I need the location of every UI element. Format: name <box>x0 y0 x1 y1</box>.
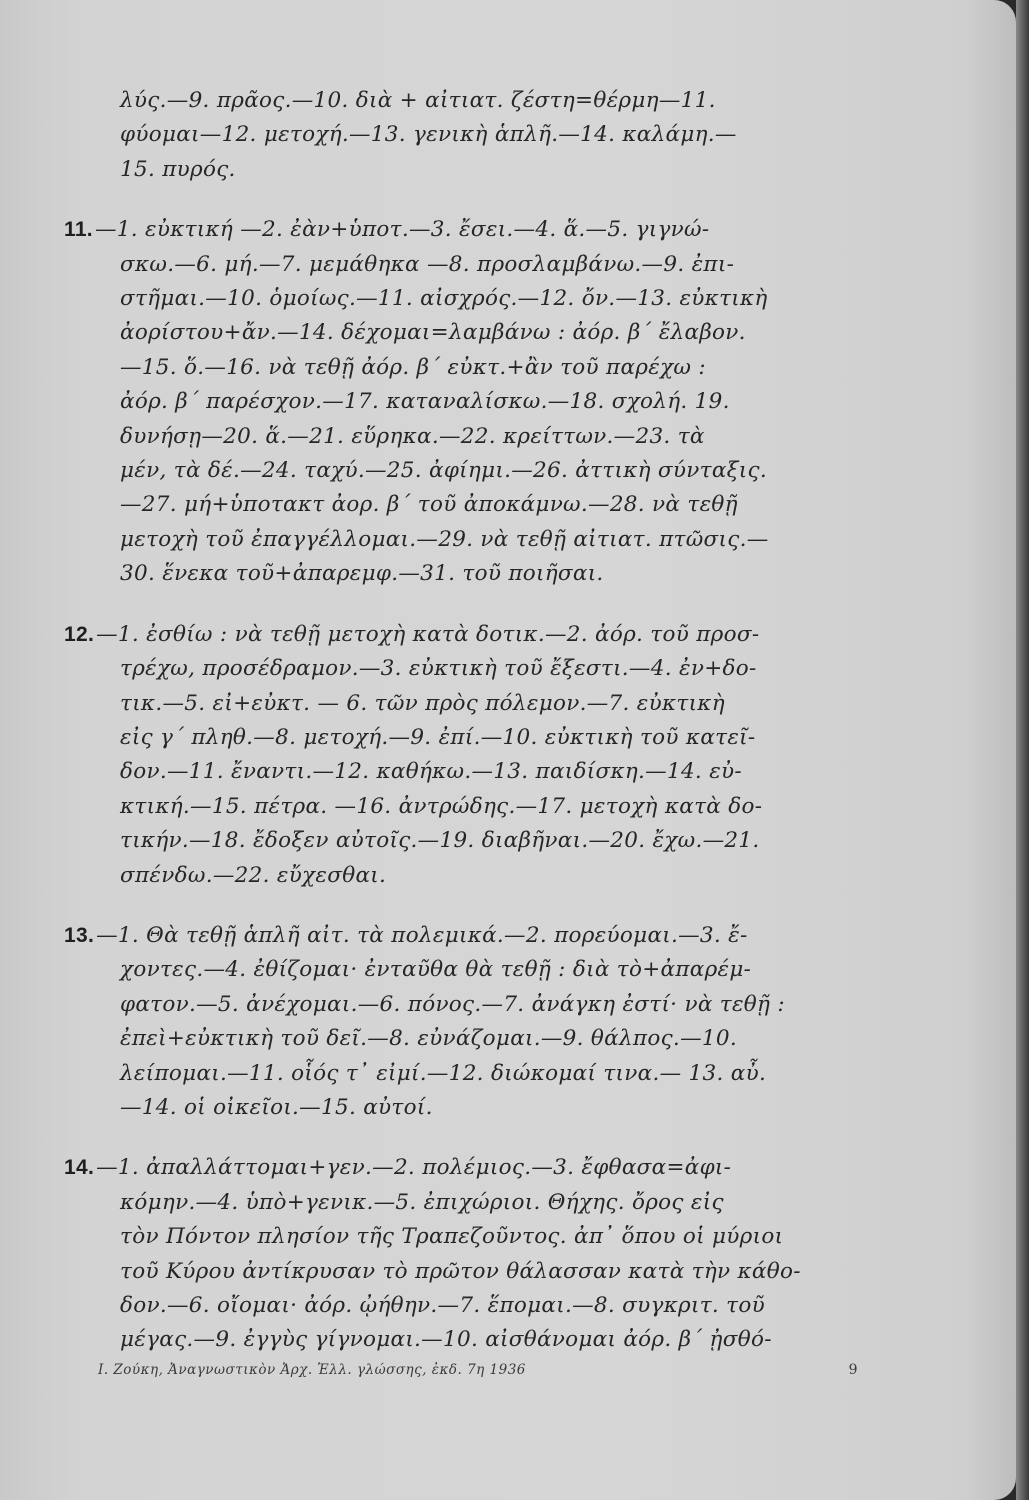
text-line: λύς.—9. πρᾶος.—10. διὰ + αἰτιατ. ζέστη=θέρμη—11. <box>120 88 716 113</box>
section-first-line <box>64 919 894 953</box>
text-line: τοῦ Κύρου ἀντίκρυσαν τὸ πρῶτον θάλασσαν κατὰ τὴν κάθο- <box>120 1258 801 1284</box>
section-10 <box>64 84 894 187</box>
text-line: μετοχὴ τοῦ ἐπαγγέλλομαι.—29. νὰ τεθῇ αἰτιατ. πτῶσις.— <box>120 526 769 552</box>
section-number: 12. <box>64 622 95 646</box>
text-line: εἰς γ΄ πληθ.—8. μετοχή.—9. ἐπί.—10. εὐκτικὴ τοῦ κατεῖ- <box>120 724 756 750</box>
text-line: ἐπεὶ+εὐκτικὴ τοῦ δεῖ.—8. εὐνάζομαι.—9. θάλπος.—10. <box>120 1026 737 1052</box>
text-line: δον.—6. οἴομαι· ἀόρ. ᾠήθην.—7. ἕπομαι.—8. συγκριτ. τοῦ <box>120 1293 765 1318</box>
text-line: μέν, τὰ δέ.—24. ταχύ.—25. ἀφίημι.—26. ἀττικὴ σύνταξις. <box>120 458 767 484</box>
text-line: ἀορίστου+ἄν.—14. δέχομαι=λαμβάνω : ἀόρ. β΄ ἔλαβον. <box>120 320 746 346</box>
text-line: φατον.—5. ἀνέχομαι.—6. πόνος.—7. ἀνάγκη ἐστί· νὰ τεθῇ : <box>120 991 785 1017</box>
text-line: δον.—11. ἔναντι.—12. καθήκω.—13. παιδίσκη.—14. εὐ- <box>120 759 742 785</box>
text-line: κόμην.—4. ὑπὸ+γενικ.—5. ἐπιχώριοι. Θήχης. ὄρος εἰς <box>120 1189 724 1215</box>
text-line: κτική.—15. πέτρα. —16. ἀντρώδης.—17. μετοχὴ κατὰ δο- <box>120 793 763 819</box>
footer-citation: Ι. Ζούκη, Ἀναγνωστικὸν Ἀρχ. Ἑλλ. γλώσσης, ἐκδ. 7η 1936 <box>98 1362 526 1378</box>
page-content <box>64 84 894 1384</box>
text-line: ἀόρ. β΄ παρέσχον.—17. καταναλίσκω.—18. σχολή. 19. <box>120 389 730 415</box>
section-number: 11. <box>64 218 93 242</box>
text-line: τικήν.—18. ἔδοξεν αὐτοῖς.—19. διαβῆναι.—20. ἔχω.—21. <box>120 828 760 854</box>
text-line: λείπομαι.—11. οἷός τ᾽ εἰμί.—12. διώκομαί τινα.— 13. αὖ. <box>120 1060 767 1086</box>
text-line: —15. ὅ.—16. νὰ τεθῇ ἀόρ. β΄ εὐκτ.+ἂν τοῦ παρέχω : <box>120 354 706 380</box>
text-line: —27. μή+ὑποτακτ ἀορ. β΄ τοῦ ἀποκάμνω.—28. νὰ τεθῇ <box>120 492 738 518</box>
section-first-line <box>64 1151 894 1185</box>
text-line: χοντες.—4. ἐθίζομαι· ἐνταῦθα θὰ τεθῇ : διὰ τὸ+ἀπαρέμ- <box>120 957 752 983</box>
section-number: 14. <box>64 1156 95 1180</box>
text-line: —1. Θὰ τεθῇ ἁπλῆ αἰτ. τὰ πολεμικά.—2. πορεύομαι.—3. ἔ- <box>96 922 748 948</box>
section-first-line <box>64 618 894 652</box>
text-line: —1. ἐσθίω : νὰ τεθῇ μετοχὴ κατὰ δοτικ.—2. ἀόρ. τοῦ προσ- <box>96 621 760 647</box>
text-line: τρέχω, προσέδραμον.—3. εὐκτικὴ τοῦ ἔξεστι.—4. ἐν+δο- <box>120 656 757 682</box>
section-number: 13. <box>64 923 95 947</box>
text-line: —1. ἀπαλλάττομαι+γεν.—2. πολέμιος.—3. ἔφθασα=ἀφι- <box>96 1155 732 1181</box>
text-line: 30. ἕνεκα τοῦ+ἀπαρεμφ.—31. τοῦ ποιῆσαι. <box>120 561 604 587</box>
text-line: μέγας.—9. ἐγγὺς γίγνομαι.—10. αἰσθάνομαι ἀόρ. β΄ ᾐσθό- <box>120 1327 772 1353</box>
text-line: 15. πυρός. <box>120 156 236 182</box>
section-11 <box>64 213 894 591</box>
page-number: 9 <box>848 1362 858 1378</box>
text-line: δυνήσῃ—20. ἅ.—21. εὕρηκα.—22. κρείττων.—23. τὰ <box>120 423 705 449</box>
text-line: τικ.—5. εἰ+εὐκτ. — 6. τῶν πρὸς πόλεμον.—7. εὐκτικὴ <box>120 690 725 716</box>
section-first-line <box>64 213 894 247</box>
page-footer <box>98 1362 858 1378</box>
section-14 <box>64 1151 894 1357</box>
section-13 <box>64 919 894 1125</box>
text-line: —14. οἱ οἰκεῖοι.—15. αὐτοί. <box>120 1094 433 1120</box>
text-line: —1. εὐκτική —2. ἐὰν+ὑποτ.—3. ἔσει.—4. ἅ.—5. γιγνώ- <box>94 217 710 243</box>
page-edge-shadow <box>1016 0 1029 1500</box>
text-line: σπένδω.—22. εὔχεσθαι. <box>120 862 387 888</box>
text-line: στῆμαι.—10. ὁμοίως.—11. αἰσχρός.—12. ὄν.—13. εὐκτικὴ <box>120 286 768 312</box>
text-line: φύομαι—12. μετοχή.—13. γενικὴ ἁπλῆ.—14. καλάμη.— <box>120 122 737 148</box>
text-line: σκω.—6. μή.—7. μεμάθηκα —8. προσλαμβάνω.—9. ἐπι- <box>120 251 735 277</box>
section-12 <box>64 618 894 893</box>
text-line: τὸν Πόντον πλησίον τῆς Τραπεζοῦντος. ἀπ᾽ ὅπου οἱ μύριοι <box>120 1224 784 1250</box>
